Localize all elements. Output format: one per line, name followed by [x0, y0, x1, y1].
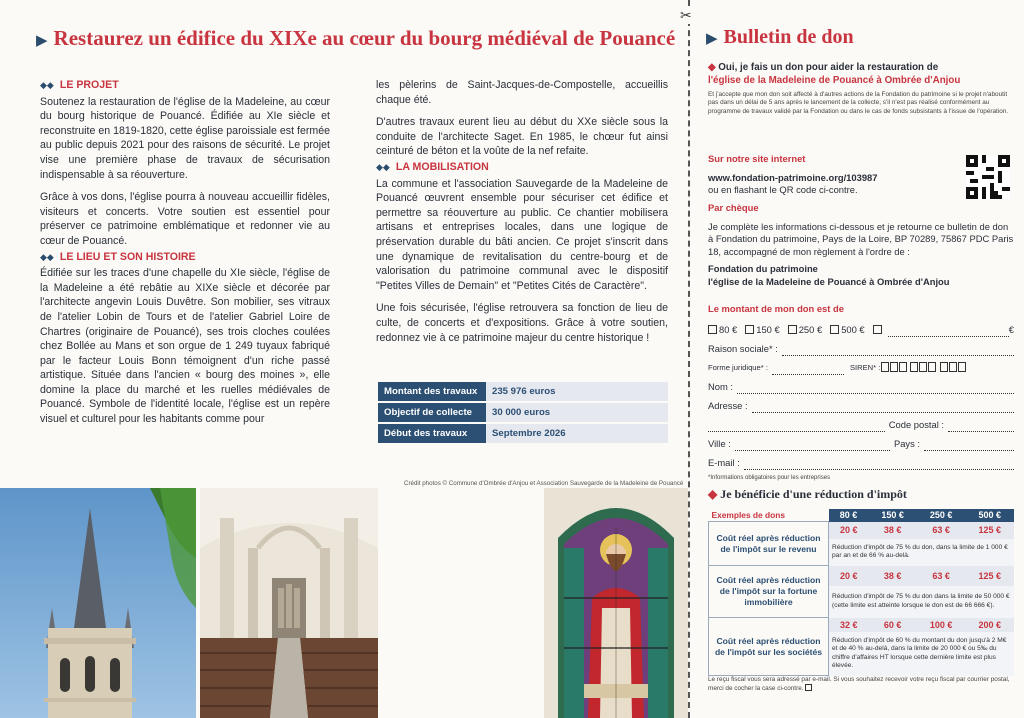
postcode-row: Code postal :	[708, 413, 1014, 432]
legal-row: Forme juridique* : SIREN* :	[708, 356, 1014, 375]
city-field[interactable]	[735, 441, 890, 451]
scissors-icon: ✂	[680, 8, 692, 24]
column-2	[376, 78, 668, 353]
online-heading: Sur notre site internet	[708, 153, 806, 164]
amount-option[interactable]: 250 €	[788, 324, 822, 337]
donation-url[interactable]: www.fondation-patrimoine.org/103987	[708, 171, 878, 183]
column-1	[40, 78, 330, 435]
amount-heading: Le montant de mon don est de	[708, 303, 844, 314]
payee-line-2: l'église de la Madeleine de Pouancé à Ombrée d'Anjou	[708, 275, 950, 287]
facts-table	[378, 382, 668, 445]
amount-block	[708, 303, 1014, 483]
donation-form	[692, 0, 1024, 718]
allocation-notice: Et j'accepte que mon don soit affecté à d'autres actions de la Fondation du patrimoine si le projet n'aboutit pas dans un délai de 5 ans après le lancement de la collecte, s'il n'est pas réalisé conformément au programme de travaux validé par la Fondation ou dans le cas de fonds subsistants à l'issue de l'opération.	[708, 91, 1009, 115]
paragraph: les pèlerins de Saint-Jacques-de-Compostelle, accueillis chaque été.	[376, 79, 668, 106]
diamond-icon: ◆	[708, 62, 719, 73]
table-row: Objectif de collecte 30 000 euros	[378, 402, 668, 423]
photo-credit: Crédit photos © Commune d'Ombrée d'Anjou et Association Sauvegarde de la Madeleine de Pouancé	[404, 480, 684, 487]
table-row: Réduction d'impôt de 75 % du don dans la limite de 50 000 € (cette limite est atteinte lorsque le don est de 66 666 €).	[709, 586, 1015, 618]
amount-option[interactable]: 500 €	[830, 324, 864, 337]
section-heading: ◆◆ LE LIEU ET SON HISTOIRE	[40, 250, 196, 263]
photo-bell-tower	[0, 488, 196, 718]
amount-option[interactable]: 80 €	[708, 324, 737, 337]
diamond-icon: ◆	[708, 487, 721, 501]
checkbox[interactable]	[873, 325, 882, 334]
triangle-icon: ▶	[36, 31, 48, 49]
online-block	[708, 153, 1014, 197]
tax-table	[708, 509, 1014, 676]
checkbox[interactable]	[788, 325, 797, 334]
payee-line-1: Fondation du patrimoine	[708, 263, 818, 275]
tax-heading: ◆ Je bénéficie d'une réduction d'impôt	[708, 487, 907, 501]
table-row: Coût réel après réduction de l'impôt sur la fortune immobilière 20 € 38 € 63 € 125 €	[709, 566, 1015, 586]
paragraph: D'autres travaux eurent lieu au début du XXe siècle sous la conduite de l'architecte Saget. En 1985, le chœur fut ainsi ceinturé de béton et la voûte de la nef refaite.	[376, 116, 668, 158]
legal-form-field[interactable]	[772, 365, 844, 375]
postcode-field[interactable]	[948, 422, 1014, 432]
paragraph: Soutenez la restauration de l'église de la Madeleine, au cœur du bourg historique de Pouancé. Édifiée au XIe siècle et reconstruite en 1819-1820, cette église paroissiale est fermée au public depuis 2021 pour des raisons de sécurité. Le projet vise une première phase de travaux de sécurisation indispensable à sa réouverture.	[40, 95, 330, 181]
church-name: l'église de la Madeleine de Pouancé à Ombrée d'Anjou	[708, 74, 961, 86]
table-row: Réduction d'impôt de 75 % du don, dans la limite de 1 000 € par an et de 66 % au-delà.	[709, 539, 1015, 566]
amount-option[interactable]: 150 €	[745, 324, 779, 337]
amount-options: 80 € 150 € 250 € 500 € €	[708, 318, 1014, 337]
other-amount-field[interactable]	[888, 327, 1009, 337]
paragraph: Grâce à vos dons, l'église pourra à nouveau accueillir fidèles, visiteurs et concerts. Votre soutien est essentiel pour préserver ce patrimoine emblématique et redonner vie au cœur de Pouancé.	[40, 191, 330, 247]
name-field[interactable]	[737, 384, 1014, 394]
section-heading: ◆◆ LE PROJET	[40, 79, 119, 91]
paragraph: Édifiée sur les traces d'une chapelle du XIe siècle, l'église de la Madeleine a été rebâtie au XIXe siècle et décorée par l'architecte angevin Louis Duvêtre. Son mobilier, ses vitraux de l'atelier Lobin de Tours et de l'atelier Gabriel Loire de Chartres (originaire de Pouancé), ses trois cloches coulées chez Bollée au Mans et son orgue de 1 249 tuyaux fabriqué par le facteur Louis Bonn témoignent d'un riche passé artistique. Située dans l'ancien « bourg des moines », elle domine la place du marché et les ruelles médiévales de Pouancé. Symbole de l'identité locale, l'église est un repère visuel et culturel pour les habitants comme pour	[40, 267, 330, 426]
table-row: Montant des travaux 235 976 euros	[378, 382, 668, 402]
mandatory-note: *Informations obligatoires pour les entreprises	[708, 474, 831, 481]
email-row: E-mail :	[708, 451, 1014, 470]
address-field[interactable]	[752, 403, 1014, 413]
postal-receipt-checkbox[interactable]	[805, 684, 812, 691]
cheque-block	[708, 202, 1014, 289]
qr-code-icon[interactable]	[966, 155, 1010, 199]
checkbox[interactable]	[745, 325, 754, 334]
cheque-instructions: Je complète les informations ci-dessous et je retourne ce bulletin de don à Fondation du patrimoine, Pays de la Loire, BP 70289, 75867 PDC Paris 18, accompagné de mon règlement à l'ordre de :	[708, 220, 1014, 257]
receipt-note: Le reçu fiscal vous sera adressé par e-mail. Si vous souhaitez recevoir votre reçu fiscal par courrier postal, merci de cocher la case ci-contre.	[708, 676, 1010, 693]
checkbox[interactable]	[708, 325, 717, 334]
city-row: Ville : Pays :	[708, 432, 1014, 451]
amount-option[interactable]	[873, 324, 884, 337]
examples-label: Exemples de dons	[711, 510, 786, 520]
name-row: Nom :	[708, 375, 1014, 394]
main-title: ▶ Restaurez un édifice du XIXe au cœur du bourg médiéval de Pouancé	[36, 26, 676, 50]
table-row: Début des travaux Septembre 2026	[378, 423, 668, 444]
paragraph: La commune et l'association Sauvegarde de la Madeleine de Pouancé œuvrent ensemble pour sécuriser cet édifice et permettre sa réouverture au public. Ce chantier mobilisera artisans et entreprises locales, dans une logique de préservation durable du bâti ancien. Ce projet s'inscrit dans une dynamique de revitalisation du centre-bourg et de valorisation du patrimoine communal avec le dispositif "Petites Villes de Demain" et "Petites Cités de Caractère".	[376, 177, 668, 292]
table-row: Coût réel après réduction de l'impôt sur le revenu 20 € 38 € 63 € 125 €	[709, 522, 1015, 539]
table-row: Coût réel après réduction de l'impôt sur les sociétés 32 € 60 € 100 € 200 €	[709, 618, 1015, 633]
pledge-line: ◆ Oui, je fais un don pour aider la restauration de	[708, 62, 939, 73]
section-heading: ◆◆ LA MOBILISATION	[376, 160, 489, 173]
address-line-2-field[interactable]	[708, 422, 885, 432]
photo-stained-glass	[544, 488, 688, 718]
form-title: ▶ Bulletin de don	[706, 26, 854, 48]
table-row: Réduction d'impôt de 60 % du montant du don jusqu'à 2 M€ et de 40 % au-delà, dans la limite de 20 000 € ou 5‰ du chiffre d'affaires HT lorsque cette dernière limite est plus élevée.	[709, 632, 1015, 675]
paragraph: Une fois sécurisée, l'église retrouvera sa fonction de lieu de culte, de concerts et d'expositions. Grâce à votre soutien, redonnez vie à ce patrimoine majeur du centre historique !	[376, 302, 668, 344]
email-field[interactable]	[744, 460, 1014, 470]
company-name-row: Raison sociale* :	[708, 337, 1014, 356]
photo-nave	[200, 488, 378, 718]
pledge-block	[708, 62, 1014, 116]
diamond-icon: ◆◆	[40, 81, 54, 91]
diamond-icon: ◆◆	[40, 252, 54, 263]
triangle-icon: ▶	[706, 29, 718, 47]
address-row: Adresse :	[708, 394, 1014, 413]
country-field[interactable]	[924, 441, 1014, 451]
table-row: Exemples de dons 80 € 150 € 250 € 500 €	[709, 509, 1015, 522]
qr-caption: ou en flashant le QR code ci-contre.	[708, 184, 858, 196]
siren-field[interactable]	[880, 362, 965, 375]
company-name-field[interactable]	[782, 346, 1014, 356]
checkbox[interactable]	[830, 325, 839, 334]
cheque-heading: Par chèque	[708, 202, 759, 213]
diamond-icon: ◆◆	[376, 162, 390, 173]
cut-line	[688, 0, 690, 718]
